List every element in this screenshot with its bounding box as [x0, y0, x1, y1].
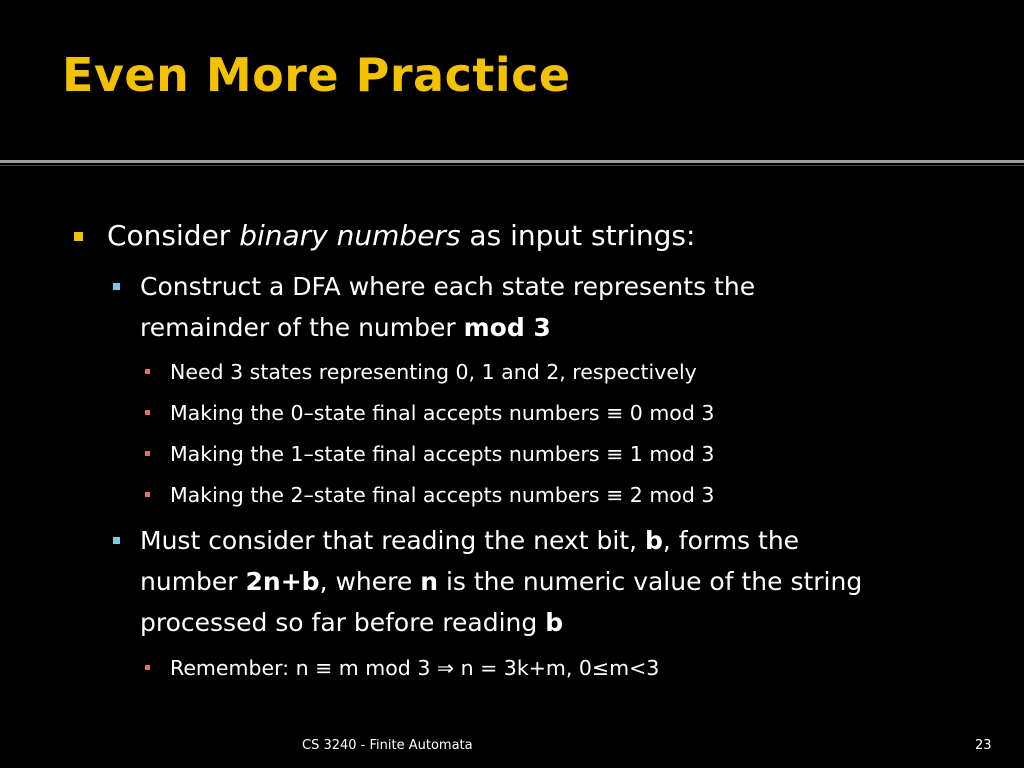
- bullet-marker-level3: [145, 369, 150, 374]
- bullet-sub1-line2-bold: mod 3: [463, 313, 551, 342]
- bullet-sub1-line2: [140, 307, 551, 348]
- bullet-sub2-line1: [140, 520, 799, 561]
- bullet-sub2-line2: [140, 561, 862, 602]
- bullet-main: [107, 218, 695, 254]
- bullet-main-emphasis: binary numbers: [239, 219, 461, 252]
- bullet-sub2-line2-mid: , where: [319, 567, 421, 596]
- bullet-sub2-line2-bold1: 2n+b: [245, 567, 320, 596]
- bullet-sub2-line3: [140, 602, 563, 643]
- bullet-marker-level3: [145, 492, 150, 497]
- bullet-marker-level2: [113, 283, 120, 290]
- bullet-sub1-line2-pre: remainder of the number: [140, 313, 464, 342]
- bullet-marker-level3: [145, 410, 150, 415]
- bullet-sub1-item-4: Making the 2–state final accepts numbers ≡ 2 mod 3: [170, 483, 715, 507]
- footer-course: CS 3240 - Finite Automata: [302, 738, 473, 753]
- bullet-sub2-line3-bold: b: [545, 608, 564, 637]
- bullet-sub2-item-1: Remember: n ≡ m mod 3 ⇒ n = 3k+m, 0≤m<3: [170, 656, 660, 680]
- bullet-sub2-line2-bold2: n: [420, 567, 439, 596]
- bullet-sub2-line1-bold: b: [644, 526, 663, 555]
- bullet-marker-level2: [113, 537, 120, 544]
- bullet-sub2-line2-post: is the numeric value of the string: [438, 567, 863, 596]
- slide-title: Even More Practice: [62, 48, 571, 102]
- bullet-sub2-line1-post: , forms the: [662, 526, 800, 555]
- bullet-sub1-item-1: Need 3 states representing 0, 1 and 2, respectively: [170, 360, 697, 384]
- bullet-sub2-line2-pre: number: [140, 567, 246, 596]
- bullet-main-post: as input strings:: [460, 219, 696, 252]
- bullet-sub1-line1: Construct a DFA where each state represents the: [140, 272, 756, 301]
- bullet-marker-level1: [74, 232, 83, 241]
- bullet-sub2-line3-pre: processed so far before reading: [140, 608, 546, 637]
- bullet-marker-level3: [145, 451, 150, 456]
- bullet-sub1-item-3: Making the 1–state final accepts numbers ≡ 1 mod 3: [170, 442, 715, 466]
- bullet-marker-level3: [145, 665, 150, 670]
- footer-page-number: 23: [975, 738, 992, 753]
- bullet-main-pre: Consider: [107, 219, 240, 252]
- bullet-sub2-line1-pre: Must consider that reading the next bit,: [140, 526, 645, 555]
- bullet-sub1-item-2: Making the 0–state final accepts numbers ≡ 0 mod 3: [170, 401, 715, 425]
